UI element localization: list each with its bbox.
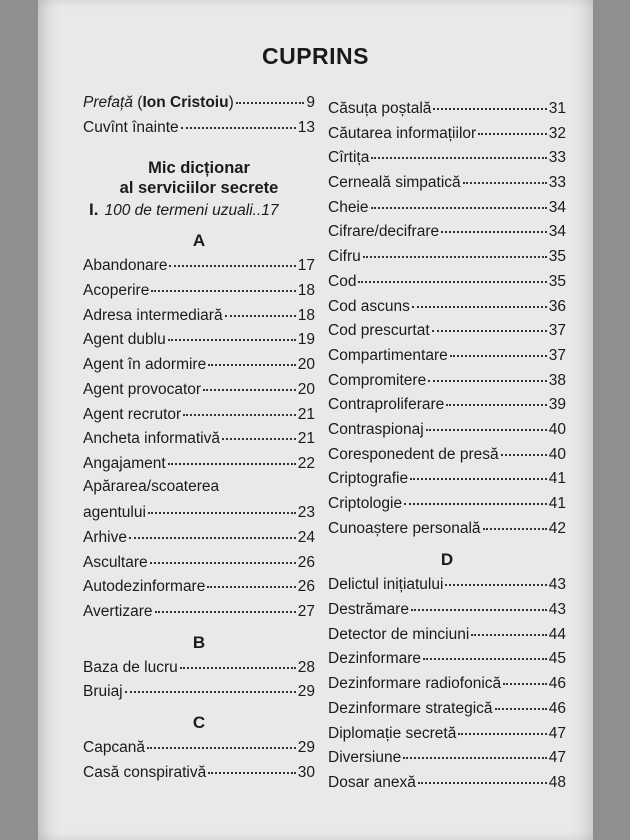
part-heading: I. 100 de termeni uzuali..17 — [89, 200, 279, 220]
dot-leader — [432, 316, 547, 332]
dot-leader — [483, 514, 547, 530]
dot-leader — [433, 94, 546, 110]
entry-label: Cifrare/decifrare — [328, 223, 440, 241]
dot-leader — [501, 440, 547, 456]
toc-left-column — [83, 91, 315, 785]
entry-label: Căutarea informațiilor — [328, 124, 477, 142]
dot-leader — [423, 644, 547, 660]
section-letter: D — [440, 550, 454, 570]
page-number: 26 — [297, 578, 315, 596]
dot-leader — [207, 572, 295, 588]
entry-label: Compromitere — [328, 371, 427, 389]
dot-leader — [495, 694, 547, 710]
entry-label: Bruiaj — [83, 683, 123, 701]
page-number: 43 — [548, 576, 566, 594]
entry-label: Acoperire — [83, 282, 150, 300]
dot-leader — [418, 768, 547, 784]
entry-label: Ancheta informativă — [83, 430, 220, 448]
toc-entry — [83, 477, 315, 526]
entry-label: Dosar anexă — [328, 773, 416, 791]
entry-label: Cunoaștere personală — [328, 519, 481, 537]
dot-leader — [147, 733, 296, 749]
entry-label: Coresponedent de presă — [328, 445, 499, 463]
dot-leader — [403, 743, 547, 759]
page-number: 19 — [297, 331, 315, 349]
page-number: 31 — [548, 100, 566, 117]
section-letter: B — [192, 632, 206, 652]
dot-leader — [180, 653, 296, 669]
entry-label: Cîrtița — [328, 149, 370, 167]
dot-leader — [208, 758, 296, 774]
entry-label: Cod prescurtat — [328, 322, 430, 340]
entry-label: Criptografie — [328, 470, 409, 488]
entry-label: Criptologie — [328, 495, 403, 512]
dot-leader — [181, 113, 296, 129]
dot-leader — [183, 400, 296, 416]
entry-label: Abandonare — [83, 257, 168, 275]
entry-label: Dezinformare strategică — [328, 699, 493, 717]
page-number: 32 — [548, 124, 566, 142]
entry-label: Cheie — [328, 198, 369, 216]
page-number: 29 — [297, 683, 315, 701]
dot-leader — [410, 464, 547, 480]
page-number: 33 — [548, 149, 566, 167]
dot-leader — [450, 341, 547, 357]
entry-label: Agent recrutor — [83, 405, 182, 423]
entry-label: Angajament — [83, 454, 166, 472]
right-sections — [328, 97, 566, 796]
page-number: 47 — [548, 749, 566, 767]
page-number: 26 — [297, 553, 315, 571]
page-number: 37 — [548, 322, 566, 340]
page-number: 23 — [297, 504, 315, 522]
section-letter: C — [192, 713, 206, 733]
page-number: 34 — [548, 223, 566, 241]
toc-entry — [83, 761, 315, 786]
dot-leader — [358, 267, 546, 283]
entry-label: Agent dublu — [83, 331, 166, 349]
entry-label: Baza de lucru — [83, 658, 178, 676]
page-number: 42 — [548, 519, 566, 537]
page-number: 40 — [548, 445, 566, 463]
dot-leader — [168, 449, 296, 465]
dot-leader — [129, 523, 296, 539]
page-number: 27 — [297, 603, 315, 620]
page-number: 18 — [297, 282, 315, 300]
dot-leader — [168, 325, 296, 341]
entry-label: Agent provocator — [83, 380, 202, 398]
page-number: 18 — [297, 306, 315, 324]
page-number: 38 — [548, 371, 566, 389]
dot-leader — [208, 350, 296, 366]
preface-author: Ion Cristoiu — [142, 94, 229, 111]
dot-leader — [426, 415, 547, 431]
dot-leader — [428, 366, 547, 382]
dot-leader — [412, 292, 547, 308]
dot-leader — [478, 119, 547, 135]
dot-leader — [371, 143, 546, 159]
entry-label: Contraspionaj — [328, 420, 424, 438]
dot-leader — [471, 620, 546, 636]
toc-entry — [328, 771, 566, 796]
dot-leader — [503, 669, 547, 685]
entry-label: Cifru — [328, 248, 361, 266]
page-number: 29 — [297, 739, 315, 757]
page-title: CUPRINS — [261, 43, 369, 69]
entry-label: Arhive — [83, 528, 127, 546]
dot-leader — [222, 424, 296, 440]
page-number: 41 — [548, 495, 566, 512]
page-number: 46 — [548, 699, 566, 717]
page-number: 40 — [548, 420, 566, 438]
toc-entry-foreword — [83, 116, 315, 141]
dot-leader — [411, 595, 547, 611]
dot-leader — [458, 719, 546, 735]
toc-entry — [83, 452, 315, 477]
page-number: 47 — [548, 724, 566, 742]
entry-label: Contraproliferare — [328, 396, 445, 414]
book-page — [38, 0, 593, 840]
page-number: 22 — [297, 454, 315, 472]
dot-leader — [445, 570, 546, 586]
entry-label: Dezinformare radiofonică — [328, 675, 502, 693]
dot-leader — [150, 548, 296, 564]
toc-entry — [83, 600, 315, 625]
toc-right-column — [328, 97, 566, 796]
page-number: 9 — [306, 94, 315, 111]
dictionary-title: Mic dicționar al serviciilor secrete — [119, 159, 279, 198]
page-number: 41 — [548, 470, 566, 488]
entry-label-continued: agentului — [83, 504, 146, 522]
toc-entry — [328, 517, 566, 542]
entry-label: Căsuța poștală — [328, 100, 432, 117]
entry-label: Cod ascuns — [328, 297, 410, 315]
entry-label: Avertizare — [83, 603, 153, 620]
page-number: 24 — [297, 528, 315, 546]
dot-leader — [225, 301, 296, 317]
page-number: 20 — [297, 356, 315, 374]
dot-leader — [404, 489, 547, 505]
entry-label: Destrămare — [328, 601, 409, 619]
dot-leader — [125, 677, 296, 693]
page-number: 34 — [548, 198, 566, 216]
page-number: 48 — [548, 773, 566, 791]
entry-label: Cerneală simpatică — [328, 174, 461, 192]
section-letter: A — [192, 231, 206, 251]
dot-leader — [446, 390, 546, 406]
page-number: 36 — [548, 297, 566, 315]
entry-label: Cuvînt înainte — [83, 118, 179, 136]
page-number: 45 — [548, 650, 566, 668]
page-number: 13 — [297, 118, 315, 136]
entry-label: Compartimentare — [328, 346, 448, 364]
entry-label: Apărarea/scoaterea — [83, 477, 220, 495]
page-number: 39 — [548, 396, 566, 414]
page-number: 44 — [548, 625, 566, 643]
entry-label: Diversiune — [328, 749, 402, 767]
dot-leader — [371, 193, 547, 209]
entry-label: Dezinformare — [328, 650, 422, 668]
dot-leader — [203, 375, 296, 391]
page-number: 30 — [297, 763, 315, 781]
dot-leader — [148, 498, 296, 514]
preface-label: Prefață — [83, 94, 133, 111]
toc-entry-preface: Prefață (Ion Cristoiu) 9 — [83, 91, 315, 116]
toc-entry — [83, 680, 315, 705]
dot-leader — [363, 242, 547, 258]
dot-leader — [441, 217, 547, 233]
dot-leader — [155, 597, 296, 613]
entry-label: Delictul inițiatului — [328, 576, 444, 594]
page-number: 20 — [297, 380, 315, 398]
left-sections — [83, 228, 315, 785]
dot-leader — [236, 88, 305, 104]
entry-label: Ascultare — [83, 553, 148, 571]
dot-leader — [169, 251, 295, 267]
page-number: 21 — [297, 405, 315, 423]
page-number: 43 — [548, 601, 566, 619]
entry-label: Casă conspirativă — [83, 763, 207, 781]
entry-label: Diplomație secretă — [328, 724, 457, 742]
page-number: 37 — [548, 346, 566, 364]
page-number: 28 — [297, 658, 315, 676]
page-number: 21 — [297, 430, 315, 448]
dot-leader — [463, 168, 547, 184]
entry-label: Capcană — [83, 739, 146, 757]
dot-leader — [151, 276, 295, 292]
page-number: 35 — [548, 272, 566, 290]
page-number: 46 — [548, 675, 566, 693]
page-number: 35 — [548, 248, 566, 266]
entry-label: Adresa intermediară — [83, 306, 223, 324]
page-number: 17 — [297, 257, 315, 275]
entry-label: Detector de minciuni — [328, 625, 470, 643]
entry-label: Agent în adormire — [83, 356, 207, 374]
entry-label: Autodezinformare — [83, 578, 206, 596]
page-number: 33 — [548, 174, 566, 192]
entry-label: Cod — [328, 272, 357, 290]
